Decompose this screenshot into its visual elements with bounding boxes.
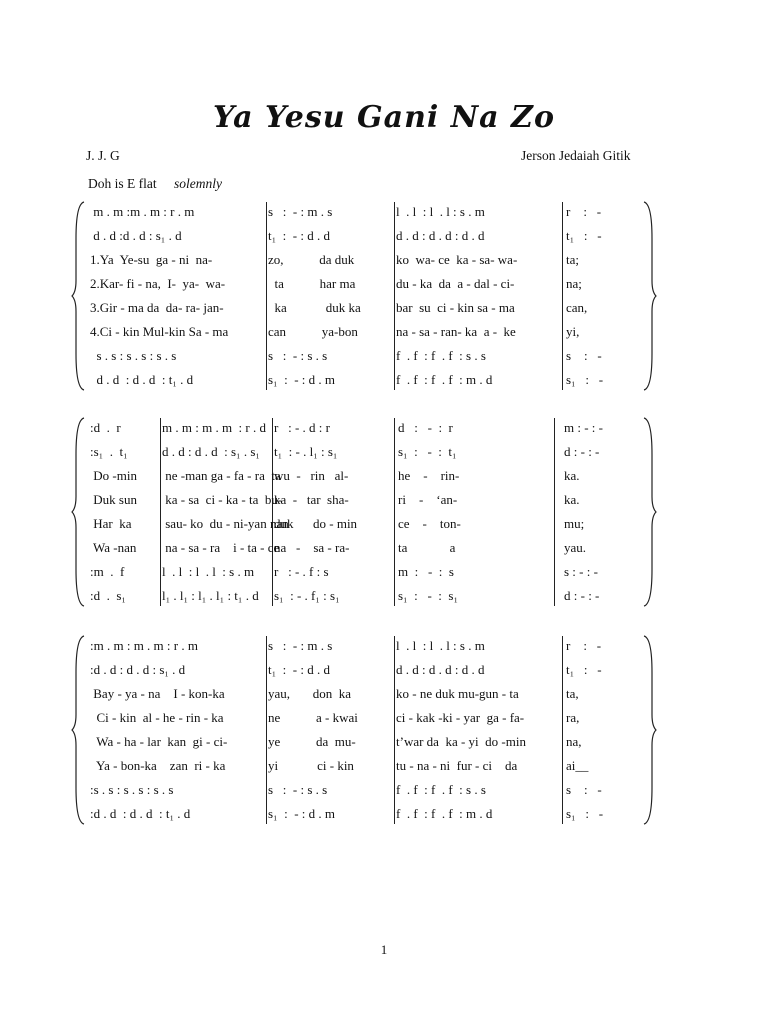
measure-cell: yi, [566, 324, 580, 339]
music-row [78, 368, 652, 392]
measure-cell: s : - [566, 782, 602, 797]
measure-cell: mu; [564, 516, 585, 531]
measure-cell: :d . s₁ [90, 588, 126, 603]
measure-cell: ne -man ga - fa - ra ta [162, 468, 281, 483]
measure-cell: du - ka da a - dal - ci- [396, 276, 515, 291]
measure-cell: na - sa - ra- [274, 540, 350, 555]
measure-cell: ai__ [566, 758, 589, 773]
music-row [78, 730, 652, 754]
measure-cell: Wa -nan [90, 540, 137, 555]
measure-cell: na, [566, 734, 582, 749]
measure-cell: :d . d : d . d : s₁ . d [90, 662, 186, 677]
composer-initials: J. J. G [86, 148, 120, 163]
measure-cell: ri - ‘an- [398, 492, 458, 507]
measure-cell: ta; [566, 252, 579, 267]
page-number: 1 [380, 942, 388, 957]
measure-cell: :d . d : d . d : t₁ . d [90, 806, 191, 821]
measure-cell: ko - ne duk mu-gun - ta [396, 686, 519, 701]
measure-cell: ko wa- ce ka - sa- wa- [396, 252, 518, 267]
measure-cell: d : - : - [564, 444, 600, 459]
measure-cell: s : - : - [564, 564, 598, 579]
measure-cell: l . l : l . l : s . m [162, 564, 255, 579]
measure-cell: zo, da duk [268, 252, 355, 267]
measure-cell: ka. [564, 492, 580, 507]
measure-cell: can, [566, 300, 588, 315]
measure-cell: ci - kak -ki - yar ga - fa- [396, 710, 525, 725]
measure-cell: d . d :d . d : s₁ . d [90, 228, 182, 243]
measure-cell: t₁ : - : d . d [268, 662, 330, 677]
measure-cell: ra, [566, 710, 580, 725]
music-row [78, 344, 652, 368]
measure-cell: :d . r [90, 420, 121, 435]
measure-cell: ka. [564, 468, 580, 483]
measure-cell: can ya-bon [268, 324, 358, 339]
measure-cell: l . l : l . l : s . m [396, 204, 485, 219]
measure-cell: d . d : d . d : s₁ . s₁ [162, 444, 260, 459]
music-system-2 [78, 416, 652, 608]
music-row [78, 682, 652, 706]
measure-cell: r : - . d : r [274, 420, 330, 435]
measure-cell: t₁ : - [566, 228, 602, 243]
key-signature [88, 176, 222, 192]
measure-cell: m : - : - [564, 420, 603, 435]
measure-cell: ta, [566, 686, 579, 701]
measure-cell: f . f : f . f : m . d [396, 372, 493, 387]
music-row [78, 440, 652, 464]
measure-cell: t₁ : - : d . d [268, 228, 330, 243]
tempo-marking: solemnly [174, 176, 222, 191]
music-row [78, 200, 652, 224]
music-row [78, 224, 652, 248]
measure-cell: bar su ci - kin sa - ma [396, 300, 515, 315]
measure-cell: tu - na - ni fur - ci da [396, 758, 518, 773]
music-row [78, 320, 652, 344]
measure-cell: sau- ko du - ni-yan nan [162, 516, 289, 531]
measure-cell: s : - : m . s [268, 204, 333, 219]
measure-cell: t₁ : - [566, 662, 602, 677]
measure-cell: r : - [566, 204, 602, 219]
measure-cell: l . l : l . l : s . m [396, 638, 485, 653]
measure-cell: m . m :m . m : r . m [90, 204, 195, 219]
music-row [78, 272, 652, 296]
music-row [78, 706, 652, 730]
measure-cell: Do -min [90, 468, 137, 483]
measure-cell: d . d : d . d : d . d [396, 662, 485, 677]
measure-cell: s₁ : - : t₁ [398, 444, 457, 459]
measure-cell: t’war da ka - yi do -min [396, 734, 526, 749]
music-row [78, 634, 652, 658]
measure-cell: l₁ . l₁ : l₁ . l₁ : t₁ . d [162, 588, 259, 603]
music-system-3 [78, 634, 652, 826]
measure-cell: Har ka [90, 516, 132, 531]
measure-cell: yi ci - kin [268, 758, 354, 773]
music-row [78, 512, 652, 536]
measure-cell: d . d : d . d : d . d [396, 228, 485, 243]
measure-cell: :s . s : s . s : s . s [90, 782, 174, 797]
music-row [78, 802, 652, 826]
measure-cell: f . f : f . f : m . d [396, 806, 493, 821]
measure-cell: Wa - ha - lar kan gi - ci- [90, 734, 228, 749]
measure-cell: s : - [566, 348, 602, 363]
music-row [78, 584, 652, 608]
measure-cell: s₁ : - [566, 372, 604, 387]
measure-cell: r : - [566, 638, 602, 653]
measure-cell: ta har ma [268, 276, 356, 291]
measure-cell: ye da mu- [268, 734, 356, 749]
measure-cell: na - sa - ran- ka a - ke [396, 324, 516, 339]
music-row [78, 778, 652, 802]
measure-cell: ka duk ka [268, 300, 361, 315]
music-system-1 [78, 200, 652, 392]
measure-cell: Ci - kin al - he - rin - ka [90, 710, 224, 725]
measure-cell: ne a - kwai [268, 710, 358, 725]
measure-cell: f . f : f . f : s . s [396, 782, 486, 797]
measure-cell: na; [566, 276, 582, 291]
measure-cell: wu - rin al- [274, 468, 349, 483]
measure-cell: Bay - ya - na I - kon-ka [90, 686, 225, 701]
measure-cell: s : - : s . s [268, 782, 328, 797]
measure-cell: f . f : f . f : s . s [396, 348, 486, 363]
measure-cell: d : - : r [398, 420, 453, 435]
measure-cell: 4.Ci - kin Mul-kin Sa - ma [90, 324, 229, 339]
measure-cell: :m . f [90, 564, 125, 579]
measure-cell: m : - : s [398, 564, 454, 579]
measure-cell: Duk sun [90, 492, 137, 507]
measure-cell: s₁ : - : s₁ [398, 588, 458, 603]
key-text: Doh is E flat [88, 176, 157, 191]
measure-cell: d . d : d . d : t₁ . d [90, 372, 194, 387]
measure-cell: Ya - bon-ka zan ri - ka [90, 758, 226, 773]
measure-cell: ta a [398, 540, 456, 555]
measure-cell: ka - tar sha- [274, 492, 349, 507]
measure-cell: s₁ : - : d . m [268, 806, 336, 821]
measure-cell: s : - : m . s [268, 638, 333, 653]
measure-cell: :m . m : m . m : r . m [90, 638, 198, 653]
measure-cell: s₁ : - : d . m [268, 372, 336, 387]
measure-cell: 2.Kar- fi - na, I- ya- wa- [90, 276, 226, 291]
music-row [78, 248, 652, 272]
measure-cell: m . m : m . m : r . d [162, 420, 266, 435]
measure-cell: :s₁ . t₁ [90, 444, 128, 459]
music-row [78, 416, 652, 440]
song-title: Ya Yesu Gani Na Zo [213, 100, 555, 135]
measure-cell: ka - sa ci - ka - ta bu- [162, 492, 283, 507]
measure-cell: s : - : s . s [268, 348, 328, 363]
measure-cell: he - rin- [398, 468, 460, 483]
measure-cell: yau. [564, 540, 587, 555]
measure-cell: 3.Gir - ma da da- ra- jan- [90, 300, 224, 315]
measure-cell: s . s : s . s : s . s [90, 348, 177, 363]
measure-cell: 1.Ya Ye-su ga - ni na- [90, 252, 213, 267]
measure-cell: yau, don ka [268, 686, 352, 701]
measure-cell: s₁ : - . f₁ : s₁ [274, 588, 340, 603]
measure-cell: ce - ton- [398, 516, 461, 531]
author-name: Jerson Jedaiah Gitik [521, 148, 631, 163]
music-row [78, 536, 652, 560]
measure-cell: duk do - min [274, 516, 358, 531]
measure-cell: na - sa - ra i - ta - ce [162, 540, 280, 555]
measure-cell: r : - . f : s [274, 564, 329, 579]
measure-cell: d : - : - [564, 588, 600, 603]
music-row [78, 754, 652, 778]
measure-cell: t₁ : - . l₁ : s₁ [274, 444, 338, 459]
measure-cell: s₁ : - [566, 806, 604, 821]
music-row [78, 658, 652, 682]
music-row [78, 560, 652, 584]
music-row [78, 464, 652, 488]
music-row [78, 296, 652, 320]
music-row [78, 488, 652, 512]
